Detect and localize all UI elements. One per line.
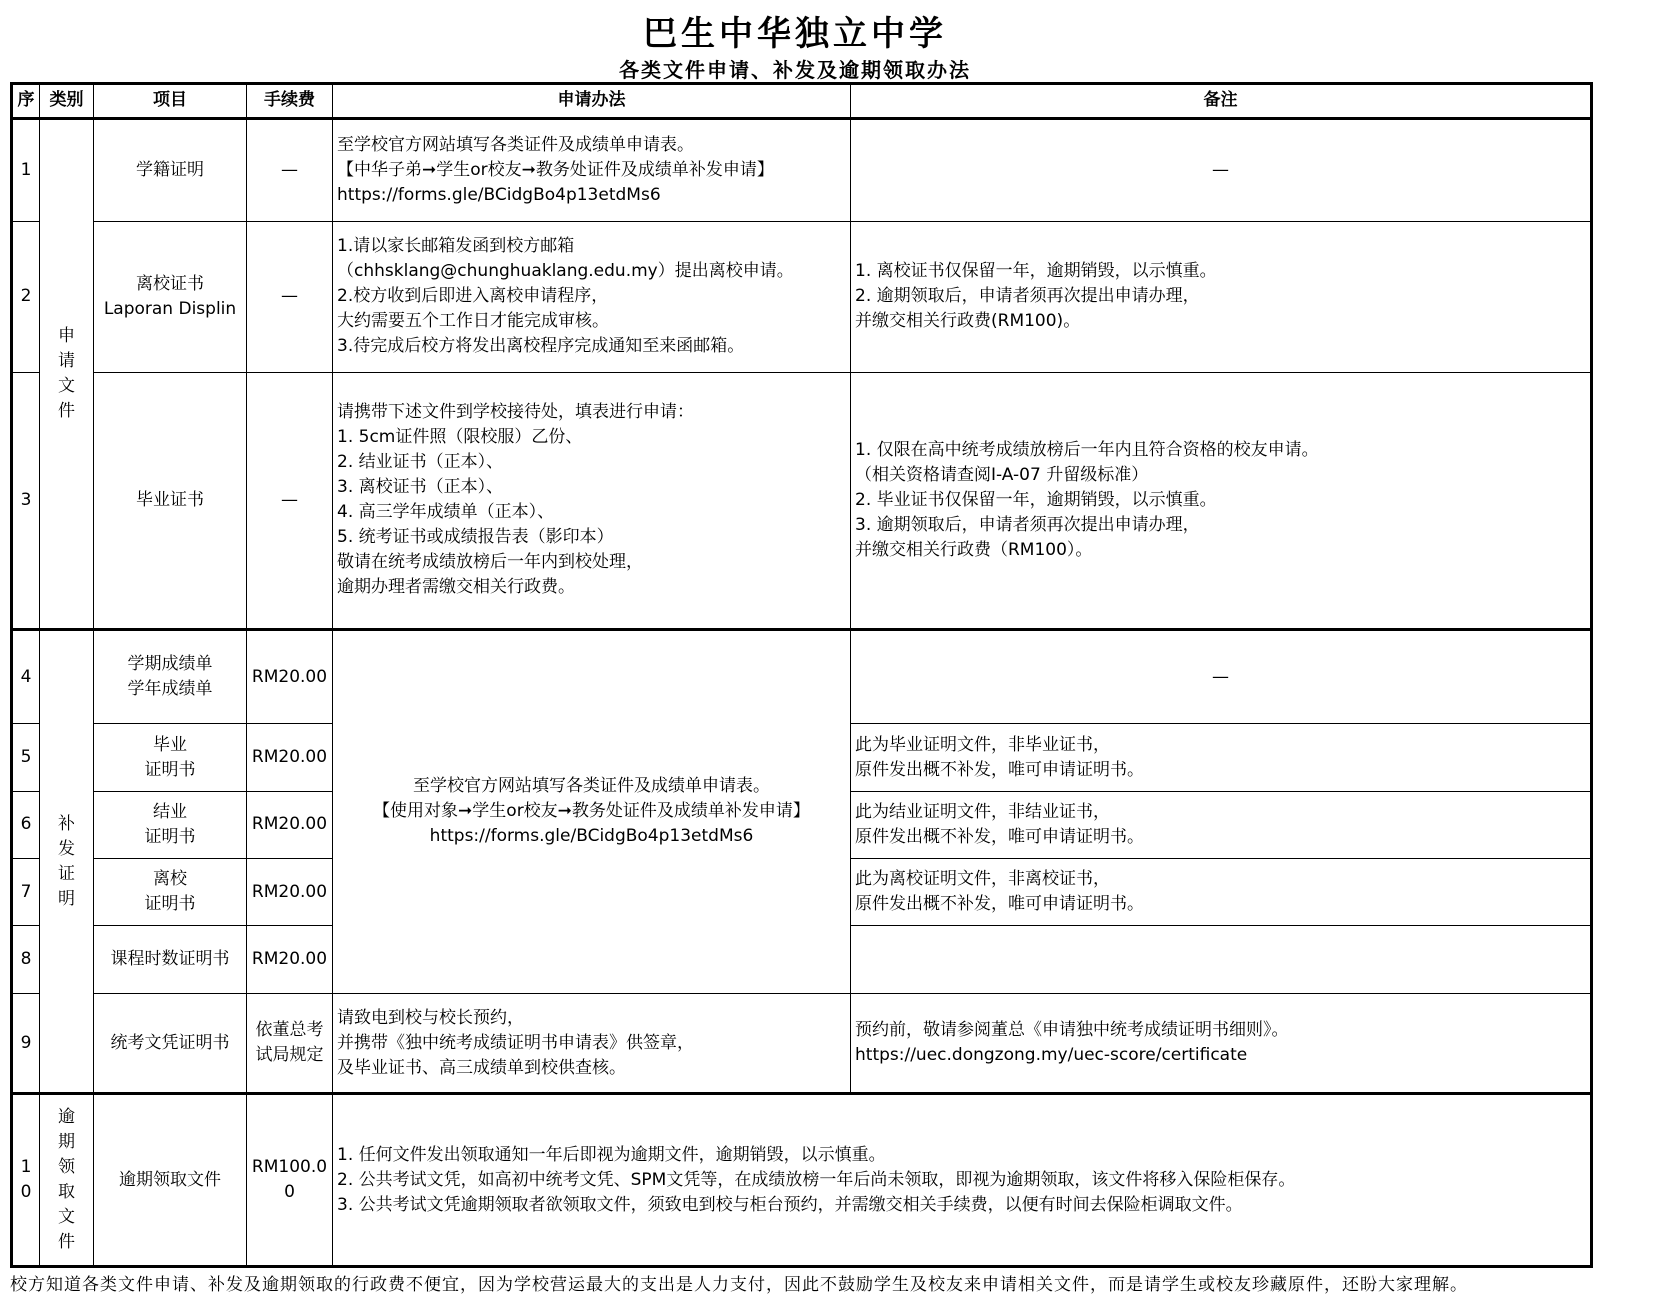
table-row — [12, 629, 1592, 724]
category-apply: 申 请 文 件 — [40, 118, 94, 629]
header-fee: 手续费 — [247, 84, 333, 119]
footer-note: 校方知道各类文件申请、补发及逾期领取的行政费不便宜，因为学校营运最大的支出是人力支付，因此不鼓励学生及校友来申请相关文件，而是请学生或校友珍藏原件，还盼大家理解。 — [10, 1275, 1468, 1295]
row-item: 统考文凭证明书 — [94, 993, 247, 1094]
row-method: 1.请以家长邮箱发函到校方邮箱 （chhsklang@chunghuaklang.edu.my）提出离校申请。 2.校方收到后即进入离校申请程序， 大约需要五个工作日才能完成审核。 3.待完成后校方将发出离校程序完成通知至来函邮箱。 — [333, 221, 851, 372]
header-category: 类别 — [40, 84, 94, 119]
row-fee: RM100.00 — [247, 1094, 333, 1267]
row-item: 结业 证明书 — [94, 791, 247, 858]
header-item: 项目 — [94, 84, 247, 119]
row-item: 毕业 证明书 — [94, 724, 247, 791]
category-overdue: 逾 期 领 取 文 件 — [40, 1094, 94, 1267]
row-seq: 3 — [12, 373, 40, 630]
row-seq: 5 — [12, 724, 40, 791]
row-fee: RM20.00 — [247, 629, 333, 724]
row-item: 学籍证明 — [94, 118, 247, 221]
row-fee: — — [247, 118, 333, 221]
page-subtitle: 各类文件申请、补发及逾期领取办法 — [619, 58, 971, 82]
reissue-method: 至学校官方网站填写各类证件及成绩单申请表。 【使用对象➞学生or校友➞教务处证件及成绩单补发申请】 https://forms.gle/BCidgBo4p13etdMs6 — [333, 629, 851, 993]
row-remark: — — [851, 629, 1592, 724]
row-seq: 8 — [12, 926, 40, 993]
table-row — [12, 993, 1592, 1094]
header-method: 申请办法 — [333, 84, 851, 119]
page-title: 巴生中华独立中学 — [643, 14, 947, 54]
row-remark: 此为毕业证明文件，非毕业证书， 原件发出概不补发，唯可申请证明书。 — [851, 724, 1592, 791]
header-seq: 序 — [12, 84, 40, 119]
row-method: 至学校官方网站填写各类证件及成绩单申请表。 【中华子弟➞学生or校友➞教务处证件及成绩单补发申请】 https://forms.gle/BCidgBo4p13etdMs6 — [333, 118, 851, 221]
overdue-method: 1. 任何文件发出领取通知一年后即视为逾期文件，逾期销毁，以示慎重。 2. 公共考试文凭，如高初中统考文凭、SPM文凭等，在成绩放榜一年后尚未领取，即视为逾期领取，该文件将移入保险柜保存。 3. 公共考试文凭逾期领取者欲领取文件，须致电到校与柜台预约，并需缴交相关手续费，以便有时间去保险柜调取文件。 — [333, 1094, 1592, 1267]
row-seq: 9 — [12, 993, 40, 1094]
row-seq: 6 — [12, 791, 40, 858]
row-remark: 此为离校证明文件，非离校证书， 原件发出概不补发，唯可申请证明书。 — [851, 858, 1592, 925]
row-remark: 1. 仅限在高中统考成绩放榜后一年内且符合资格的校友申请。 （相关资格请查阅I-A-07 升留级标准） 2. 毕业证书仅保留一年，逾期销毁，以示慎重。 3. 逾期领取后，申请者须再次提出申请办理， 并缴交相关行政费（RM100）。 — [851, 373, 1592, 630]
row-fee: RM20.00 — [247, 926, 333, 993]
document-table — [10, 82, 1593, 1268]
row-remark: 此为结业证明文件，非结业证书， 原件发出概不补发，唯可申请证明书。 — [851, 791, 1592, 858]
row-item: 离校 证明书 — [94, 858, 247, 925]
row-item: 课程时数证明书 — [94, 926, 247, 993]
row-remark — [851, 926, 1592, 993]
header-row — [12, 84, 1592, 119]
table-row — [12, 373, 1592, 630]
row-fee: — — [247, 373, 333, 630]
row-seq: 2 — [12, 221, 40, 372]
row-remark: — — [851, 118, 1592, 221]
row-item: 学期成绩单 学年成绩单 — [94, 629, 247, 724]
row-fee: RM20.00 — [247, 858, 333, 925]
row-method: 请携带下述文件到学校接待处，填表进行申请： 1. 5cm证件照（限校服）乙份、 2. 结业证书（正本）、 3. 离校证书（正本）、 4. 高三学年成绩单（正本）、 5. 统考证书或成绩报告表（影印本） 敬请在统考成绩放榜后一年内到校处理， 逾期办理者需缴交相关行政费。 — [333, 373, 851, 630]
row-item: 毕业证书 — [94, 373, 247, 630]
header-remark: 备注 — [851, 84, 1592, 119]
row-seq: 7 — [12, 858, 40, 925]
row-remark: 1. 离校证书仅保留一年，逾期销毁，以示慎重。 2. 逾期领取后，申请者须再次提出申请办理， 并缴交相关行政费(RM100)。 — [851, 221, 1592, 372]
table-row — [12, 118, 1592, 221]
category-reissue: 补 发 证 明 — [40, 629, 94, 1094]
row-item: 逾期领取文件 — [94, 1094, 247, 1267]
row-seq: 4 — [12, 629, 40, 724]
row-fee: RM20.00 — [247, 724, 333, 791]
table-row — [12, 1094, 1592, 1267]
row-fee: — — [247, 221, 333, 372]
row-method: 请致电到校与校长预约， 并携带《独中统考成绩证明书申请表》供签章， 及毕业证书、高三成绩单到校供查核。 — [333, 993, 851, 1094]
row-seq: 10 — [12, 1094, 40, 1267]
table-row — [12, 221, 1592, 372]
row-seq: 1 — [12, 118, 40, 221]
row-fee: 依董总考 试局规定 — [247, 993, 333, 1094]
row-fee: RM20.00 — [247, 791, 333, 858]
row-remark: 预约前，敬请参阅董总《申请独中统考成绩证明书细则》。 https://uec.dongzong.my/uec-score/certificate — [851, 993, 1592, 1094]
row-item: 离校证书 Laporan Displin — [94, 221, 247, 372]
